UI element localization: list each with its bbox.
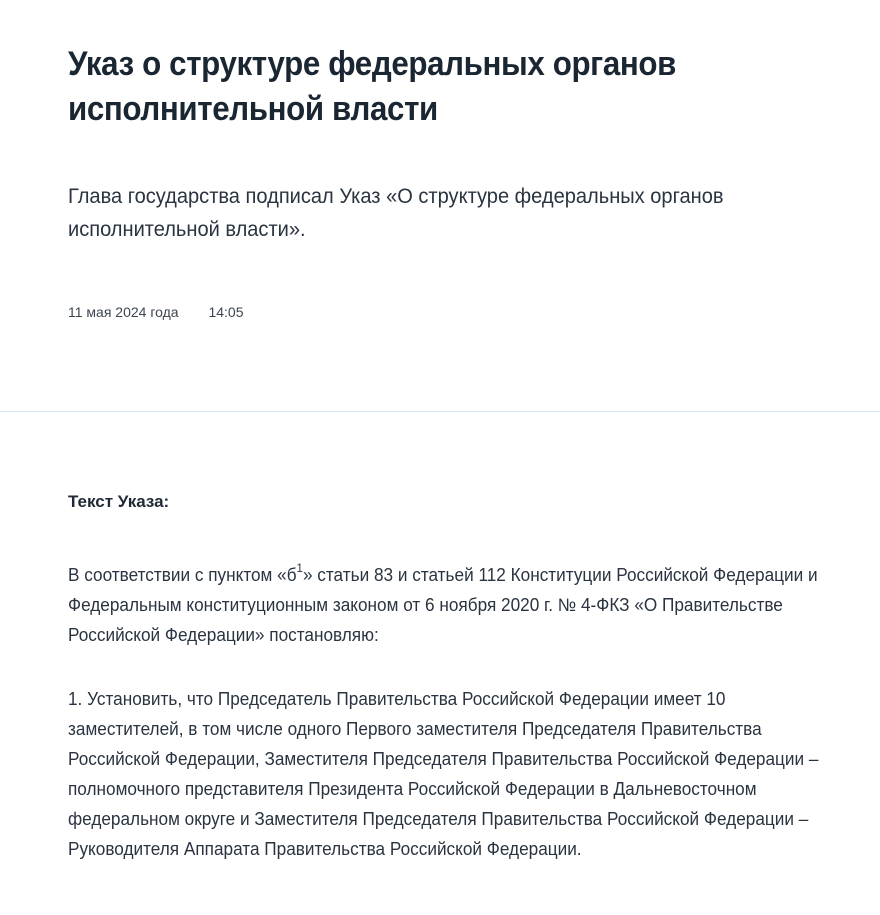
publication-date: 11 мая 2024 года [68,304,179,320]
article-lead: Глава государства подписал Указ «О структуре федеральных органов исполнительной власти». [68,185,724,241]
superscript-marker: 1 [296,561,303,575]
decree-clause-1: 1. Установить, что Председатель Правительства Российской Федерации имеет 10 заместителей, в том числе одного Первого заместителя Председателя Правительства Российской Федерации, Заместителя Председателя Правительства Российской Федерации – полномочного представителя Президента Российской Федерации в Дальневосточном федеральном округе и Заместителя Председателя Правительства Российской Федерации – Руководителя Аппарата Правительства Российской Федерации. [68,689,819,859]
section-divider [0,411,880,412]
decree-preamble [68,560,842,650]
page-title: Указ о структуре федеральных органов исполнительной власти [68,45,677,128]
article-meta [68,303,244,321]
preamble-text-start: В соответствии с пунктом «б [68,565,297,585]
publication-time: 14:05 [208,304,244,320]
preamble-text-end: » статьи 83 и статьей 112 Конституции Российской Федерации и Федеральным конституционным законом от 6 ноября 2020 г. № 4-ФКЗ «О Правительстве Российской Федерации» постановляю: [68,565,818,645]
decree-text-heading: Текст Указа: [68,492,170,511]
